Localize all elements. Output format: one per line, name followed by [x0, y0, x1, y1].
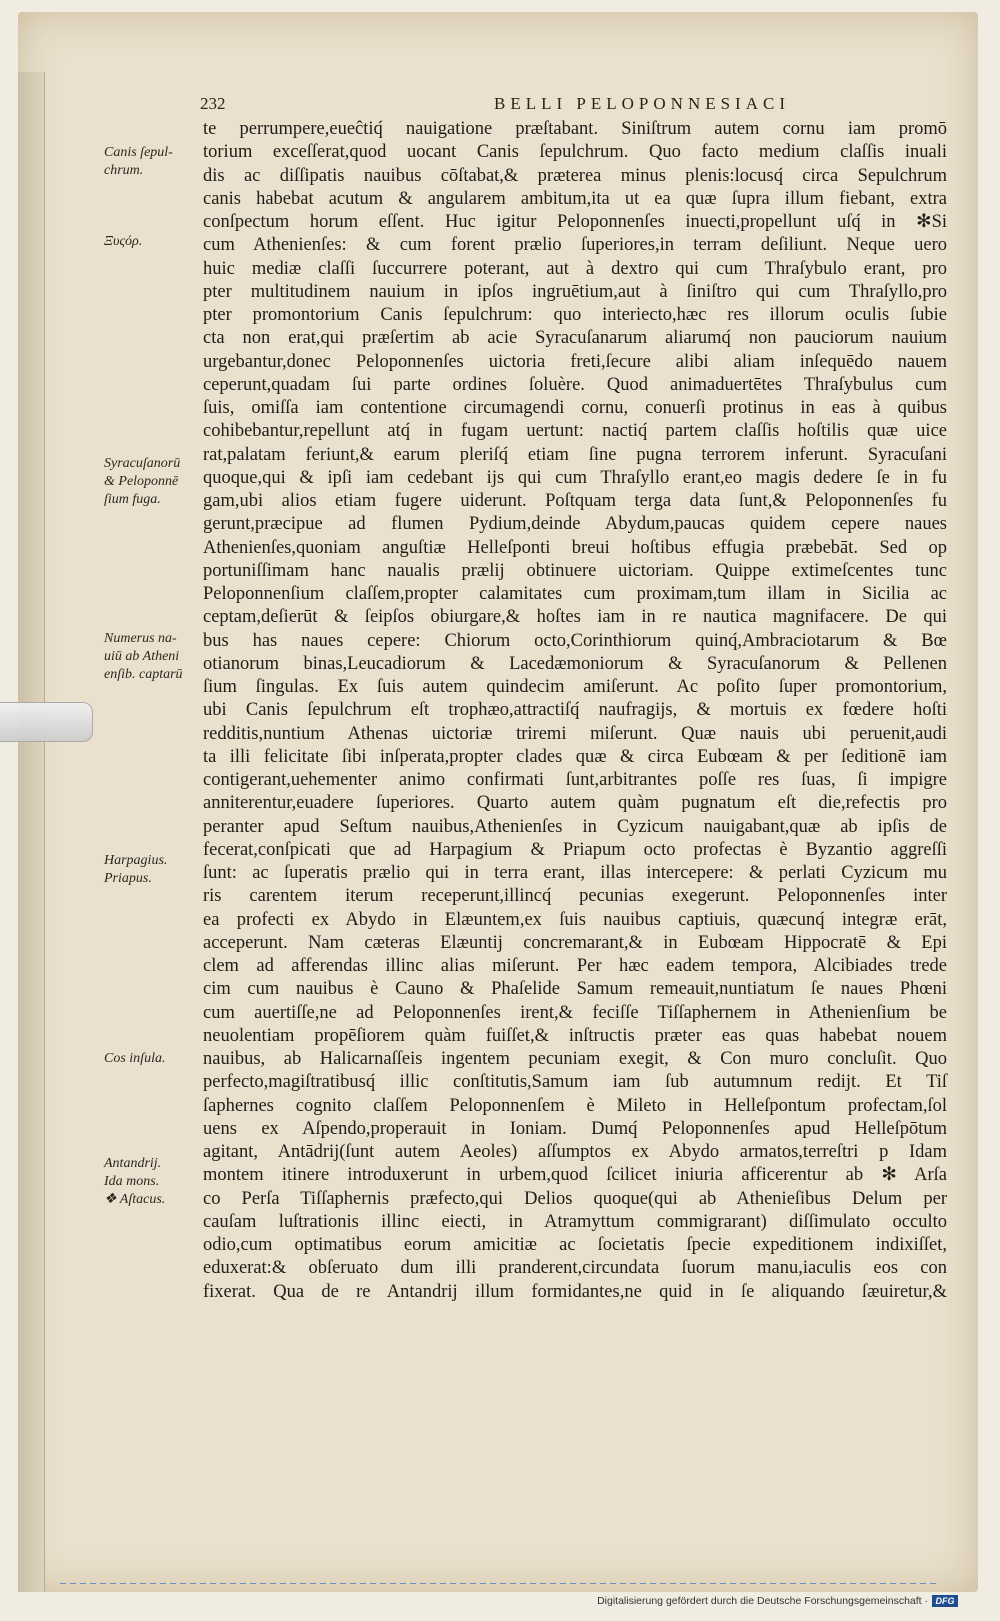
text-line: clem ad afferendas illinc alias miſerunt. Per hæc eadem tempora, Alcibiades trede — [203, 956, 947, 976]
text-line: ſaphernes cognito claſſem Peloponnenſem è Mileto in Helleſpontum profectam,ſol — [203, 1095, 947, 1116]
text-line: huic mediæ claſſi ſuccurrere poterant, aut à dextro qui cum Thraſybulo erant, pro — [203, 258, 947, 279]
text-line: portuniſſimam hanc naualis prælij obtinuere uictoriam. Quippe extimeſcentes tunc — [203, 560, 947, 581]
text-line: ſuis, omiſſa iam contentione circumagendi cornu, conuerſi protinus in eas à quibus — [203, 398, 947, 418]
text-line: eduxerat:& obſeruato dum illi pranderent,circundata ſuorum manu,iaculis eos con — [203, 1258, 947, 1279]
page-fore-edge — [18, 72, 45, 1592]
dfg-logo: DFG — [932, 1595, 958, 1607]
margin-note: Syracuſanorū & Peloponnē ſium fuga. — [104, 456, 181, 507]
margin-notes — [104, 140, 199, 1270]
text-line: montem itinere introduxerunt in urbem,quod ſcilicet iniuria afficerentur ab ✻ Arſa — [203, 1165, 947, 1186]
text-line: Athenienſes,quoniam anguſtiæ Helleſponti breui hoſtibus effugia præbebāt. Sed op — [203, 537, 947, 558]
text-line: urgebantur,donec Peloponnenſes uictoria freti,ſecure alibi aliam inſequēdo nauem — [203, 351, 947, 372]
text-line: gam,ubi alios etiam fugere uiderunt. Poſtquam terga data ſunt,& Peloponnenſes fu — [203, 491, 947, 511]
text-line: gerunt,præcipue ad flumen Pydium,deinde Abydum,paucas quidem cepere naues — [203, 514, 947, 535]
text-line: fecerat,conſpicati que ad Harpagium & Priapum octo profectas è Byzantio aggreſſi — [203, 839, 947, 860]
text-line: cohibebantur,repellunt atq́ in fugam uertunt: nactiq́ partem claſſis hoſtilis quæ uice — [203, 421, 947, 442]
running-head: BELLI PELOPONNESIACI — [494, 94, 790, 113]
text-line: ea profecti ex Abydo in Elæuntem,ex ſuis nauibus captiuis, quæcunq́ integræ erāt, — [203, 909, 947, 930]
text-line: ceperunt,quadam ſui parte ordines ſoluère. Quod animaduertētes Thraſybulus cum — [203, 374, 947, 395]
page-number: 232 — [200, 94, 226, 113]
text-line: agitant, Antādrij(ſunt autem Aeoles) aſſumptos ex Abydo armatos,terreſtri p Idam — [203, 1142, 947, 1162]
footer-text: Digitalisierung gefördert durch die Deutsche Forschungsgemeinschaft · — [597, 1595, 928, 1607]
text-line: anniterentur,euadere ſuperiores. Quarto autem quàm pugnatum eſt die,refectis pro — [203, 793, 947, 814]
text-line: conſpectum horum eſſent. Huc igitur Peloponnenſes inuecti,propellunt uſq́ in ✻Si — [203, 212, 947, 232]
margin-note: Numerus na- uiū ab Atheni enſib. captarū — [104, 631, 183, 682]
margin-note: Cos inſula. — [104, 1051, 166, 1066]
text-line: te perrumpere,eueĉtiq́ nauigatione præſtabant. Siniſtrum autem cornu iam promō — [203, 119, 947, 139]
text-line: ſium ſingulas. Ex ſuis autem quindecim amiſerunt. Ac poſito ſuper promontorium, — [203, 677, 947, 697]
text-line: neuolentiam propēſiorem quàm fuiſſet,& inſtructis præter eas quas habebat nouem — [203, 1025, 947, 1046]
text-line: cim cum nauibus è Cauno & Phaſelide Samum remeauit,nuntiatum ſe naues Phœni — [203, 979, 947, 1000]
text-line: pter promontorium Canis ſepulchrum: quo interiecto,hæc res illorum oculis ſubie — [203, 305, 947, 325]
text-line: cum auertiſſe,ne ad Peloponnenſes irent,& feciſſe Tiſſaphernem in Athenienſium be — [203, 1002, 947, 1023]
body-text — [203, 118, 947, 1304]
text-line: quoque,qui & ipſi iam cedebant ijs qui cum Thraſyllo erant,eo magis dedere ſe in fu — [203, 467, 947, 488]
text-line: canis habebat acutum & angularem ambitum,ita ut ea quæ ſupra illum fiebant, extra — [203, 188, 947, 209]
text-line: cauſam luſtrationis illinc eiecti, in Atramyttum commigrarant) diſſimulato occulto — [203, 1211, 947, 1232]
text-line: cta non erat,qui præſertim ab acie Syracuſanarum aliarumq́ non pauciorum nauium — [203, 328, 947, 349]
text-line: torium exceſſerat,quod uocant Canis ſepulchrum. Quo facto medium claſſis inuali — [203, 142, 947, 163]
text-line: fixerat. Qua de re Antandrij illum formidantes,ne quid in ſe aliquando ſæuiretur,& — [203, 1281, 947, 1302]
margin-note: Antandrij. Ida mons. ❖ Aſtacus. — [104, 1156, 166, 1207]
text-line: otianorum binas,Leucadiorum & Lacedæmoniorum & Syracuſanorum & Pellenen — [203, 653, 947, 674]
bookmark-ribbon — [0, 702, 93, 742]
scan-border-line — [60, 1583, 940, 1584]
text-line: pter multitudinem nauium in ipſos ingruētium,aut à ſiniſtro qui cum Thraſyllo,pro — [203, 281, 947, 302]
footer — [597, 1592, 958, 1610]
text-line: peranter apud Seſtum nauibus,Athenienſes in Cyzicum nauigabant,quæ ab ipſis de — [203, 816, 947, 837]
text-line: rat,palatam feriunt,& earum pleriſq́ etiam ſine pugna terrorem inferunt. Syracuſani — [203, 444, 947, 465]
margin-note: Harpagius. Priapus. — [104, 853, 168, 886]
text-line: redditis,nuntium Athenas uictoriæ triremi miſerunt. Quæ nauis ubi peruenit,audi — [203, 723, 947, 744]
text-line: ta illi felicitate ſibi inſperata,propter clades quæ & circa Eubœam & per ſeditionē iam — [203, 746, 947, 767]
text-line: ceptam,deſierūt & ſeipſos obiurgare,& hoſtes iam in re nautica magnifacere. De qui — [203, 607, 947, 628]
text-line: perfecto,magiſtratibusq́ illic conſtitutis,Samum iam ſub autumnum redijt. Et Tiſ — [203, 1072, 947, 1093]
text-line: ubi Canis ſepulchrum eſt trophæo,attractiſq́ naufragijs, & mortuis ex fœdere hoſti — [203, 700, 947, 721]
text-line: cum Athenienſes: & cum forent prælio ſuperiores,in terram deſiliunt. Neque uero — [203, 235, 947, 256]
text-line: dis ac diſſipatis nauibus cōſtabat,& præterea minus plenis:locusq́ circa Sepulchrum — [203, 165, 947, 186]
text-line: bus has naues cepere: Chiorum octo,Corinthiorum quinq́,Ambraciotarum & Bœ — [203, 630, 947, 651]
text-line: ris carentem iterum receperunt,illincq́ pecunias exegerunt. Peloponnenſes inter — [203, 886, 947, 907]
margin-note: Ξυςόρ. — [104, 234, 143, 249]
page-header — [200, 94, 790, 118]
text-line: ſunt: ac ſuperatis prælio qui in terra erant, illas intercepere: & perlati Cyzicum mu — [203, 863, 947, 883]
text-line: odio,cum optimatibus eorum amicitiæ ac ſocietatis ſpecie expeditionem indixiſſet, — [203, 1235, 947, 1255]
text-line: acceperunt. Nam cæteras Elæuntij concremarant,& in Eubœam Hippocratē & Epi — [203, 932, 947, 953]
margin-note: Canis ſepul- chrum. — [104, 145, 173, 178]
text-line: Peloponnenſium claſſem,propter calamitates cum proximam,tum illam in Sicilia ac — [203, 584, 947, 604]
text-line: uens ex Aſpendo,properauit in Ioniam. Dumq́ Peloponnenſes apud Helleſpōtum — [203, 1118, 947, 1139]
text-line: nauibus, ab Halicarnaſſeis ingentem pecuniam exegit, & Con muro concluſit. Quo — [203, 1049, 947, 1069]
text-line: contigerant,uehementer animo confirmati ſunt,arbitrantes poſſe res ſuas, ſi impigre — [203, 770, 947, 790]
text-line: co Perſa Tiſſaphernis præfecto,qui Delios quoque(qui ab Athenieſibus Delum per — [203, 1188, 947, 1209]
